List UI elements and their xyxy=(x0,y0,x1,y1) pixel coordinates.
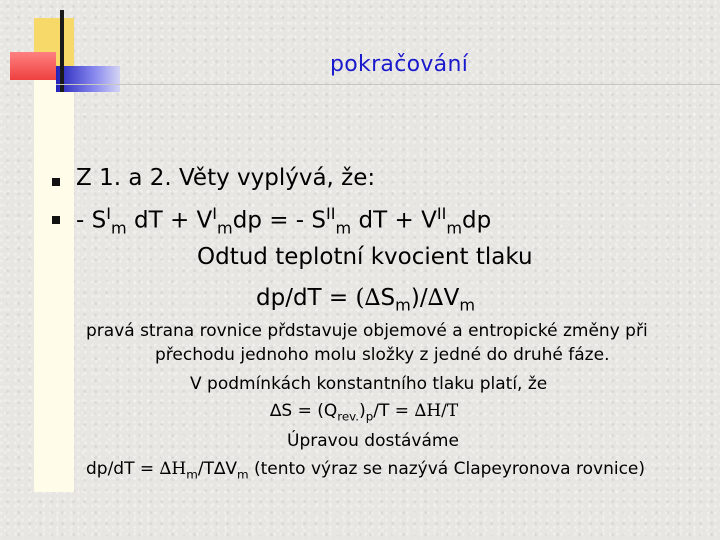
blue-bar-ornament xyxy=(56,66,120,92)
paragraph-upravou: Úpravou dostáváme xyxy=(287,431,459,451)
bullet-square-icon xyxy=(52,216,60,224)
paragraph-line-1: pravá strana rovnice přdstavuje objemové a entropické změny při xyxy=(86,321,648,341)
vertical-line-ornament xyxy=(60,10,64,92)
slide-title: pokračování xyxy=(330,52,469,77)
red-square-ornament xyxy=(10,52,56,80)
odtud-line: Odtud teplotní kvocient tlaku xyxy=(197,244,533,270)
formula-entropy: $\Delta S = (Q_{rev.})_p/T = \Delta H/T$ xyxy=(270,401,459,424)
title-underline xyxy=(56,84,720,85)
paragraph-line-2: přechodu jednoho molu složky z jedné do druhé fáze. xyxy=(155,345,610,365)
bullet-text-1: Z 1. a 2. Věty vyplývá, že: xyxy=(76,165,376,191)
formula-clapeyron: $dp/dT = \Delta H_m/T\Delta V_m$ (tento výraz se nazývá Clapeyronova rovnice) xyxy=(86,459,646,482)
bullet-equation: - $S^I_m$ dT + $V^I_mdp$ = - $S^{II}_m$ dT + $V^{II}_mdp$ xyxy=(76,204,492,238)
formula-kvocient: $dp/dT = (\Delta S_m)/\Delta V_m$ xyxy=(256,285,476,315)
bullet-square-icon xyxy=(52,178,60,186)
paragraph-constant-pressure: V podmínkách konstantního tlaku platí, že xyxy=(190,374,548,394)
